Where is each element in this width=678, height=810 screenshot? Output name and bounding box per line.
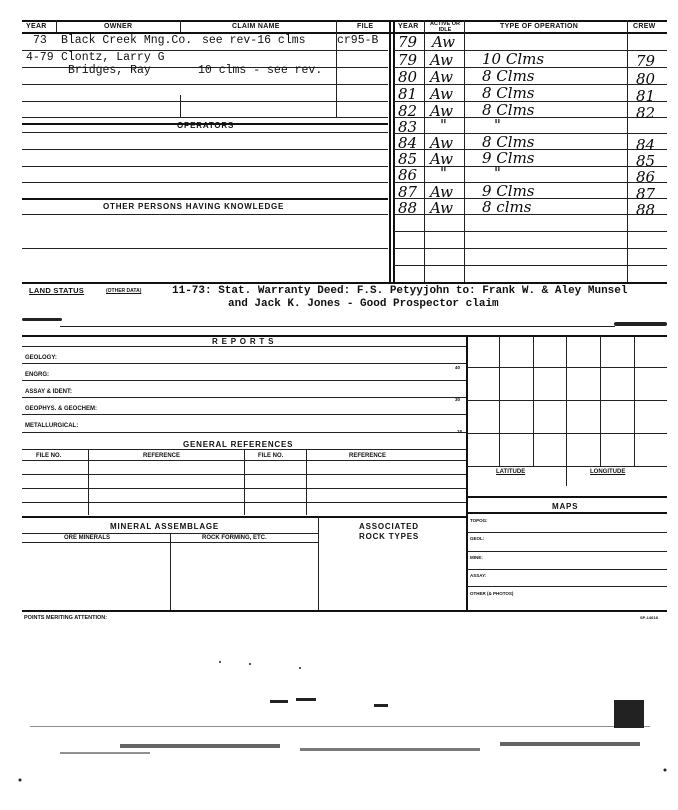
noise-dot <box>19 779 22 782</box>
latitude-label: LATITUDE <box>496 469 526 475</box>
op-11-type: 8 clms <box>482 198 532 216</box>
ref-reference-header-2: REFERENCE <box>349 453 387 459</box>
op-11-status: Aw <box>430 199 453 217</box>
maps-title: MAPS <box>552 502 579 511</box>
noise-streak <box>300 748 480 751</box>
op-1-status: Aw <box>432 33 455 51</box>
land-status-sublabel: (OTHER DATA) <box>106 288 142 294</box>
ink-smudge <box>22 318 62 321</box>
ref-reference-header: REFERENCE <box>143 453 181 459</box>
noise-dash <box>374 704 388 707</box>
operators-label: OPERATORS <box>177 121 235 130</box>
header-claim-name: CLAIM NAME <box>232 23 280 30</box>
op-6-status: " <box>440 116 447 134</box>
noise-dot <box>249 663 251 665</box>
map-topog: TOPOG: <box>470 518 488 523</box>
header-file: FILE <box>357 23 374 30</box>
associated-label: ASSOCIATED <box>359 522 419 531</box>
op-5-type: 8 Clms <box>482 101 535 119</box>
op-11-year: 88 <box>398 199 418 217</box>
op-3-year: 80 <box>398 68 418 86</box>
op-8-status: Aw <box>430 150 453 168</box>
noise-dot <box>299 667 301 669</box>
rock-forming-header: ROCK FORMING, ETC. <box>202 535 267 541</box>
op-8-year: 85 <box>398 150 418 168</box>
owner-1-file: cr95-B <box>337 34 379 47</box>
op-4-status: Aw <box>430 85 453 103</box>
noise-streak <box>60 752 150 754</box>
op-9-year: 86 <box>398 166 418 184</box>
op-9-status: " <box>440 164 447 182</box>
op-2-status: Aw <box>430 51 453 69</box>
map-assay: ASSAY: <box>470 573 487 578</box>
noise-streak <box>500 742 640 746</box>
ore-minerals-header: ORE MINERALS <box>64 535 111 541</box>
report-num-30: 30 <box>455 397 461 402</box>
op-7-year: 84 <box>398 134 418 152</box>
op-5-crew: 82 <box>636 104 656 122</box>
map-mine: MINE: <box>470 555 483 560</box>
noise-dot <box>664 769 667 772</box>
report-num-18: 18 <box>457 429 463 434</box>
op-4-year: 81 <box>398 85 418 103</box>
general-references-title: GENERAL REFERENCES <box>183 440 294 449</box>
ref-file-no-header: FILE NO. <box>36 453 62 459</box>
op-10-crew: 87 <box>636 185 656 203</box>
land-status-label: LAND STATUS <box>29 286 85 295</box>
report-num-40: 40 <box>455 365 461 370</box>
header-year-2: YEAR <box>398 23 419 30</box>
noise-dot <box>219 661 221 663</box>
map-other: OTHER (& PHOTOS) <box>470 591 514 596</box>
ref-file-no-header-2: FILE NO. <box>258 453 284 459</box>
noise-line <box>30 726 650 727</box>
op-7-type: 8 Clms <box>482 133 535 151</box>
scan-noise <box>0 640 678 810</box>
land-status-line-2: and Jack K. Jones - Good Prospector claim <box>228 298 499 310</box>
op-2-type: 10 Clms <box>482 50 545 68</box>
op-11-crew: 88 <box>636 201 656 219</box>
header-year: YEAR <box>26 23 47 30</box>
owner-2-year: 4-79 <box>26 51 54 64</box>
op-10-status: Aw <box>430 183 453 201</box>
header-type-of-operation: TYPE OF OPERATION <box>500 23 579 30</box>
report-geology: GEOLOGY: <box>25 355 57 361</box>
op-10-type: 9 Clms <box>482 182 535 200</box>
owner-1-claim: see rev-16 clms <box>202 34 306 47</box>
points-meriting-attention: POINTS MERITING ATTENTION: <box>24 615 108 621</box>
op-7-crew: 84 <box>636 136 656 154</box>
owner-3-claim: 10 clms - see rev. <box>198 64 323 77</box>
header-owner: OWNER <box>104 23 133 30</box>
op-6-year: 83 <box>398 118 418 136</box>
header-crew: CREW <box>633 23 656 30</box>
header-active-idle: ACTIVE OR IDLE <box>430 21 460 33</box>
op-3-status: Aw <box>430 68 453 86</box>
op-6-type: " <box>494 116 501 134</box>
mineral-assemblage-title: MINERAL ASSEMBLAGE <box>110 522 220 531</box>
owner-1-year: 73 <box>33 34 47 47</box>
op-1-year: 79 <box>398 33 418 51</box>
op-9-crew: 86 <box>636 168 656 186</box>
op-5-status: Aw <box>430 102 453 120</box>
noise-dash <box>296 698 316 701</box>
op-2-crew: 79 <box>636 52 656 70</box>
report-metallurgical: METALLURGICAL: <box>25 423 79 429</box>
ink-smudge <box>614 322 667 326</box>
owner-2-name: Clontz, Larry G <box>61 51 165 64</box>
op-7-status: Aw <box>430 134 453 152</box>
report-engrg: ENGRG: <box>25 372 49 378</box>
reports-title: R E P O R T S <box>212 337 275 346</box>
op-10-year: 87 <box>398 183 418 201</box>
report-geophys: GEOPHYS. & GEOCHEM: <box>25 406 98 412</box>
op-5-year: 82 <box>398 102 418 120</box>
op-8-crew: 85 <box>636 152 656 170</box>
op-4-type: 8 Clms <box>482 84 535 102</box>
op-8-type: 9 Clms <box>482 149 535 167</box>
form-number: SP-14618 <box>640 615 658 620</box>
report-assay: ASSAY & IDENT: <box>25 389 73 395</box>
noise-block <box>614 700 644 728</box>
rock-types-label: ROCK TYPES <box>359 532 420 541</box>
op-3-type: 8 Clms <box>482 67 535 85</box>
noise-dash <box>270 700 288 703</box>
owner-3-name: Bridges, Ray <box>68 64 151 77</box>
op-3-crew: 80 <box>636 70 656 88</box>
land-status-line-1: 11-73: Stat. Warranty Deed: F.S. Petyyjohn to: Frank W. & Aley Munsel <box>172 285 628 297</box>
op-4-crew: 81 <box>636 87 656 105</box>
map-geol: GEOL: <box>470 536 485 541</box>
other-persons-label: OTHER PERSONS HAVING KNOWLEDGE <box>103 202 285 211</box>
op-2-year: 79 <box>398 51 418 69</box>
owner-1-name: Black Creek Mng.Co. <box>61 34 193 47</box>
noise-streak <box>120 744 280 748</box>
longitude-label: LONGITUDE <box>590 469 626 475</box>
op-9-type: " <box>494 164 501 182</box>
